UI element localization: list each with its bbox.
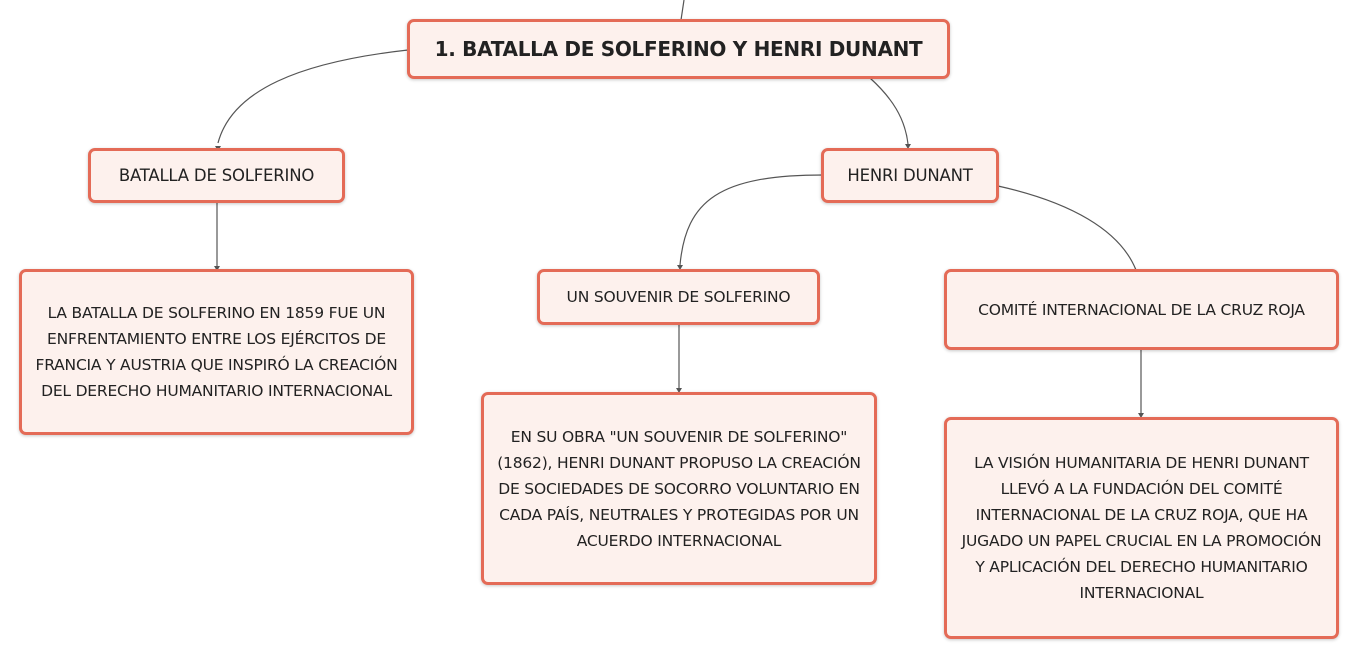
connector-dunant-to-committee xyxy=(998,186,1136,270)
dunant-node-label: HENRI DUNANT xyxy=(847,165,973,185)
committee-node-label: COMITÉ INTERNACIONAL DE LA CRUZ ROJA xyxy=(978,300,1305,319)
battle-node[interactable] xyxy=(88,148,345,203)
battle-node-label: BATALLA DE SOLFERINO xyxy=(118,165,315,185)
souvenir-node[interactable] xyxy=(537,269,820,325)
connector-root-to-dunant xyxy=(870,78,908,144)
souvenir-node-label: UN SOUVENIR DE SOLFERINO xyxy=(566,288,791,306)
dunant-node[interactable] xyxy=(821,148,999,203)
battle-detail-text: LA BATALLA DE SOLFERINO EN 1859 FUE UN ENFRENTAMIENTO ENTRE LOS EJÉRCITOS DE FRANCIA Y AUSTRIA QUE INSPIRÓ LA CREACIÓN DEL DERECHO HUMANITARIO INTERNACIONAL xyxy=(35,304,398,400)
connector-root-to-battle xyxy=(218,50,408,143)
committee-node[interactable] xyxy=(944,269,1339,350)
committee-detail-node[interactable] xyxy=(944,417,1339,639)
root-node-label: 1. BATALLA DE SOLFERINO Y HENRI DUNANT xyxy=(434,37,923,61)
root-node[interactable] xyxy=(407,19,950,79)
connector-dunant-to-souvenir xyxy=(680,175,823,265)
committee-detail-text: LA VISIÓN HUMANITARIA DE HENRI DUNANT LLEVÓ A LA FUNDACIÓN DEL COMITÉ INTERNACIONAL DE LA CRUZ ROJA, QUE HA JUGADO UN PAPEL CRUCIAL EN LA PROMOCIÓN Y APLICACIÓN DEL DERECHO HUMANITARIO INTERNACIONAL xyxy=(961,454,1322,602)
connector-parent-to-root xyxy=(681,0,684,20)
souvenir-detail-node[interactable] xyxy=(481,392,877,585)
battle-detail-node[interactable] xyxy=(19,269,414,435)
souvenir-detail-text: EN SU OBRA "UN SOUVENIR DE SOLFERINO" (1862), HENRI DUNANT PROPUSO LA CREACIÓN DE SOCIEDADES DE SOCORRO VOLUNTARIO EN CADA PAÍS, NEUTRALES Y PROTEGIDAS POR UN ACUERDO INTERNACIONAL xyxy=(497,427,861,550)
